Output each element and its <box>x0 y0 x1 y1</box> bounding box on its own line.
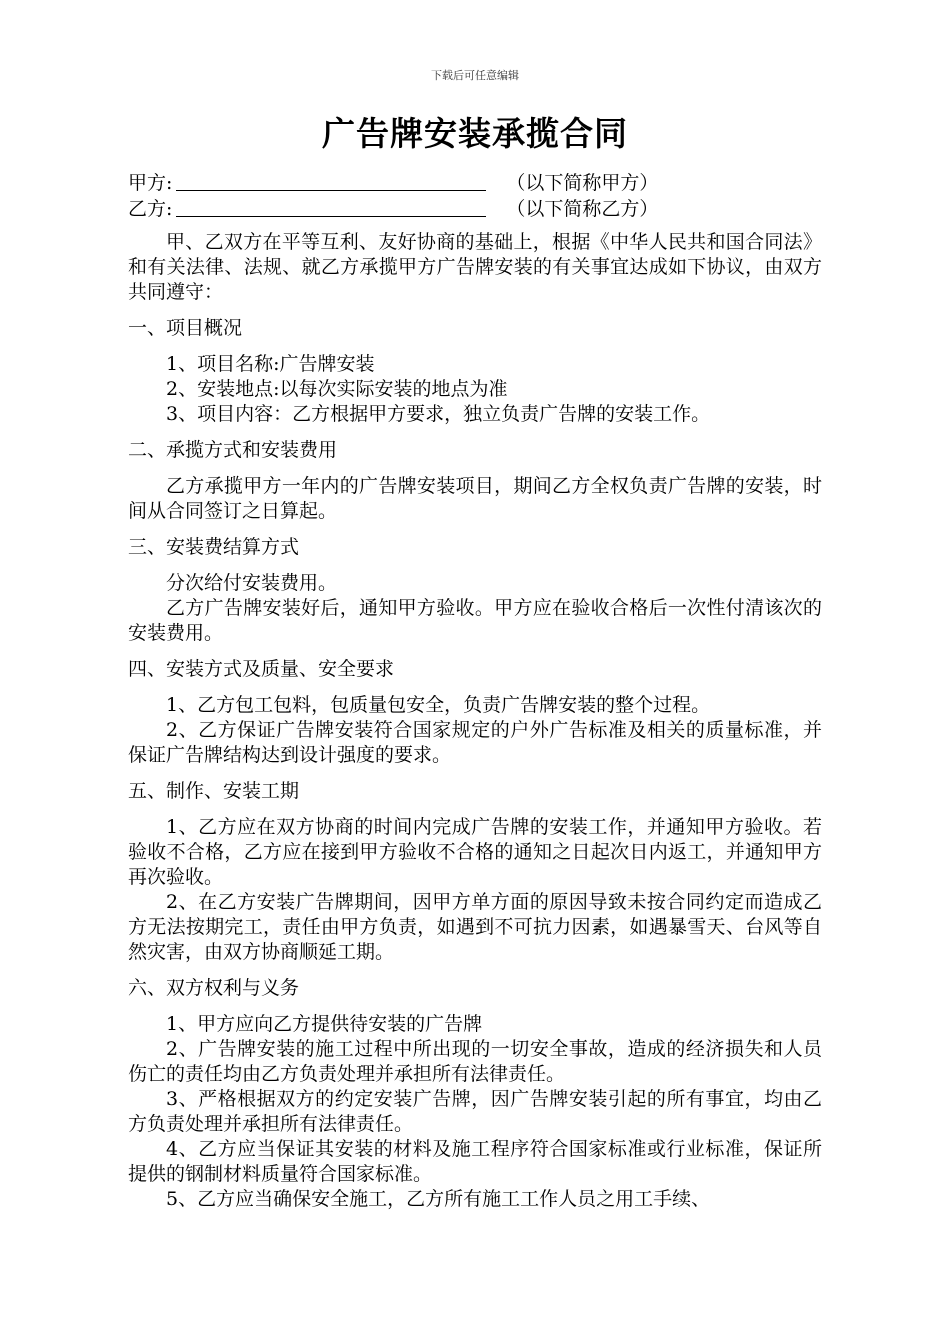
clause: 1、项目名称:广告牌安装 <box>166 353 375 375</box>
party-a-label: 甲方: <box>128 172 173 194</box>
clause: 乙方广告牌安装好后，通知甲方验收。甲方应在验收合格后一次性付清该次的安装费用。 <box>128 597 822 644</box>
clause: 分次给付安装费用。 <box>166 572 338 594</box>
section-heading: 二、承揽方式和安装费用 <box>128 439 338 461</box>
party-b-blank <box>176 196 486 217</box>
clause: 2、广告牌安装的施工过程中所出现的一切安全事故，造成的经济损失和人员伤亡的责任均由乙方负责处理并承担所有法律责任。 <box>128 1038 822 1085</box>
party-a-blank <box>176 170 486 191</box>
party-b-label: 乙方: <box>128 198 173 220</box>
clause: 2、乙方保证广告牌安装符合国家规定的户外广告标准及相关的质量标准，并保证广告牌结构达到设计强度的要求。 <box>128 719 822 766</box>
party-b-suffix: （以下简称乙方） <box>506 198 659 220</box>
contract-body <box>128 230 822 1212</box>
intro-paragraph: 甲、乙双方在平等互利、友好协商的基础上，根据《中华人民共和国合同法》和有关法律、法规、就乙方承揽甲方广告牌安装的有关事宜达成如下协议，由双方共同遵守： <box>128 231 822 303</box>
clause: 2、在乙方安装广告牌期间，因甲方单方面的原因导致未按合同约定而造成乙方无法按期完工，责任由甲方负责，如遇到不可抗力因素，如遇暴雪天、台风等自然灾害，由双方协商顺延工期。 <box>128 891 822 963</box>
clause: 3、项目内容：乙方根据甲方要求，独立负责广告牌的安装工作。 <box>166 403 711 425</box>
section-heading: 三、安装费结算方式 <box>128 536 300 558</box>
section-heading: 五、制作、安装工期 <box>128 780 300 802</box>
clause: 2、安装地点:以每次实际安装的地点为准 <box>166 378 508 400</box>
header-note: 下载后可任意编辑 <box>431 69 519 82</box>
clause: 1、乙方应在双方协商的时间内完成广告牌的安装工作，并通知甲方验收。若验收不合格，乙方应在接到甲方验收不合格的通知之日起次日内返工，并通知甲方再次验收。 <box>128 816 822 888</box>
party-b-line <box>128 194 658 221</box>
clause: 4、乙方应当保证其安装的材料及施工程序符合国家标准或行业标准，保证所提供的钢制材料质量符合国家标准。 <box>128 1138 822 1185</box>
clause: 乙方承揽甲方一年内的广告牌安装项目，期间乙方全权负责广告牌的安装，时间从合同签订之日算起。 <box>128 475 822 522</box>
section-heading: 一、项目概况 <box>128 317 243 339</box>
section-heading: 四、安装方式及质量、安全要求 <box>128 658 395 680</box>
party-a-suffix: （以下简称甲方） <box>506 172 659 194</box>
clause: 3、严格根据双方的约定安装广告牌，因广告牌安装引起的所有事宜，均由乙方负责处理并承担所有法律责任。 <box>128 1088 822 1135</box>
clause: 1、乙方包工包料，包质量包安全，负责广告牌安装的整个过程。 <box>166 694 711 716</box>
clause: 1、甲方应向乙方提供待安装的广告牌 <box>166 1013 483 1035</box>
clause: 5、乙方应当确保安全施工，乙方所有施工工作人员之用工手续、 <box>166 1188 711 1210</box>
section-heading: 六、双方权利与义务 <box>128 977 300 999</box>
party-a-line <box>128 168 658 195</box>
contract-title: 广告牌安装承揽合同 <box>322 114 628 153</box>
